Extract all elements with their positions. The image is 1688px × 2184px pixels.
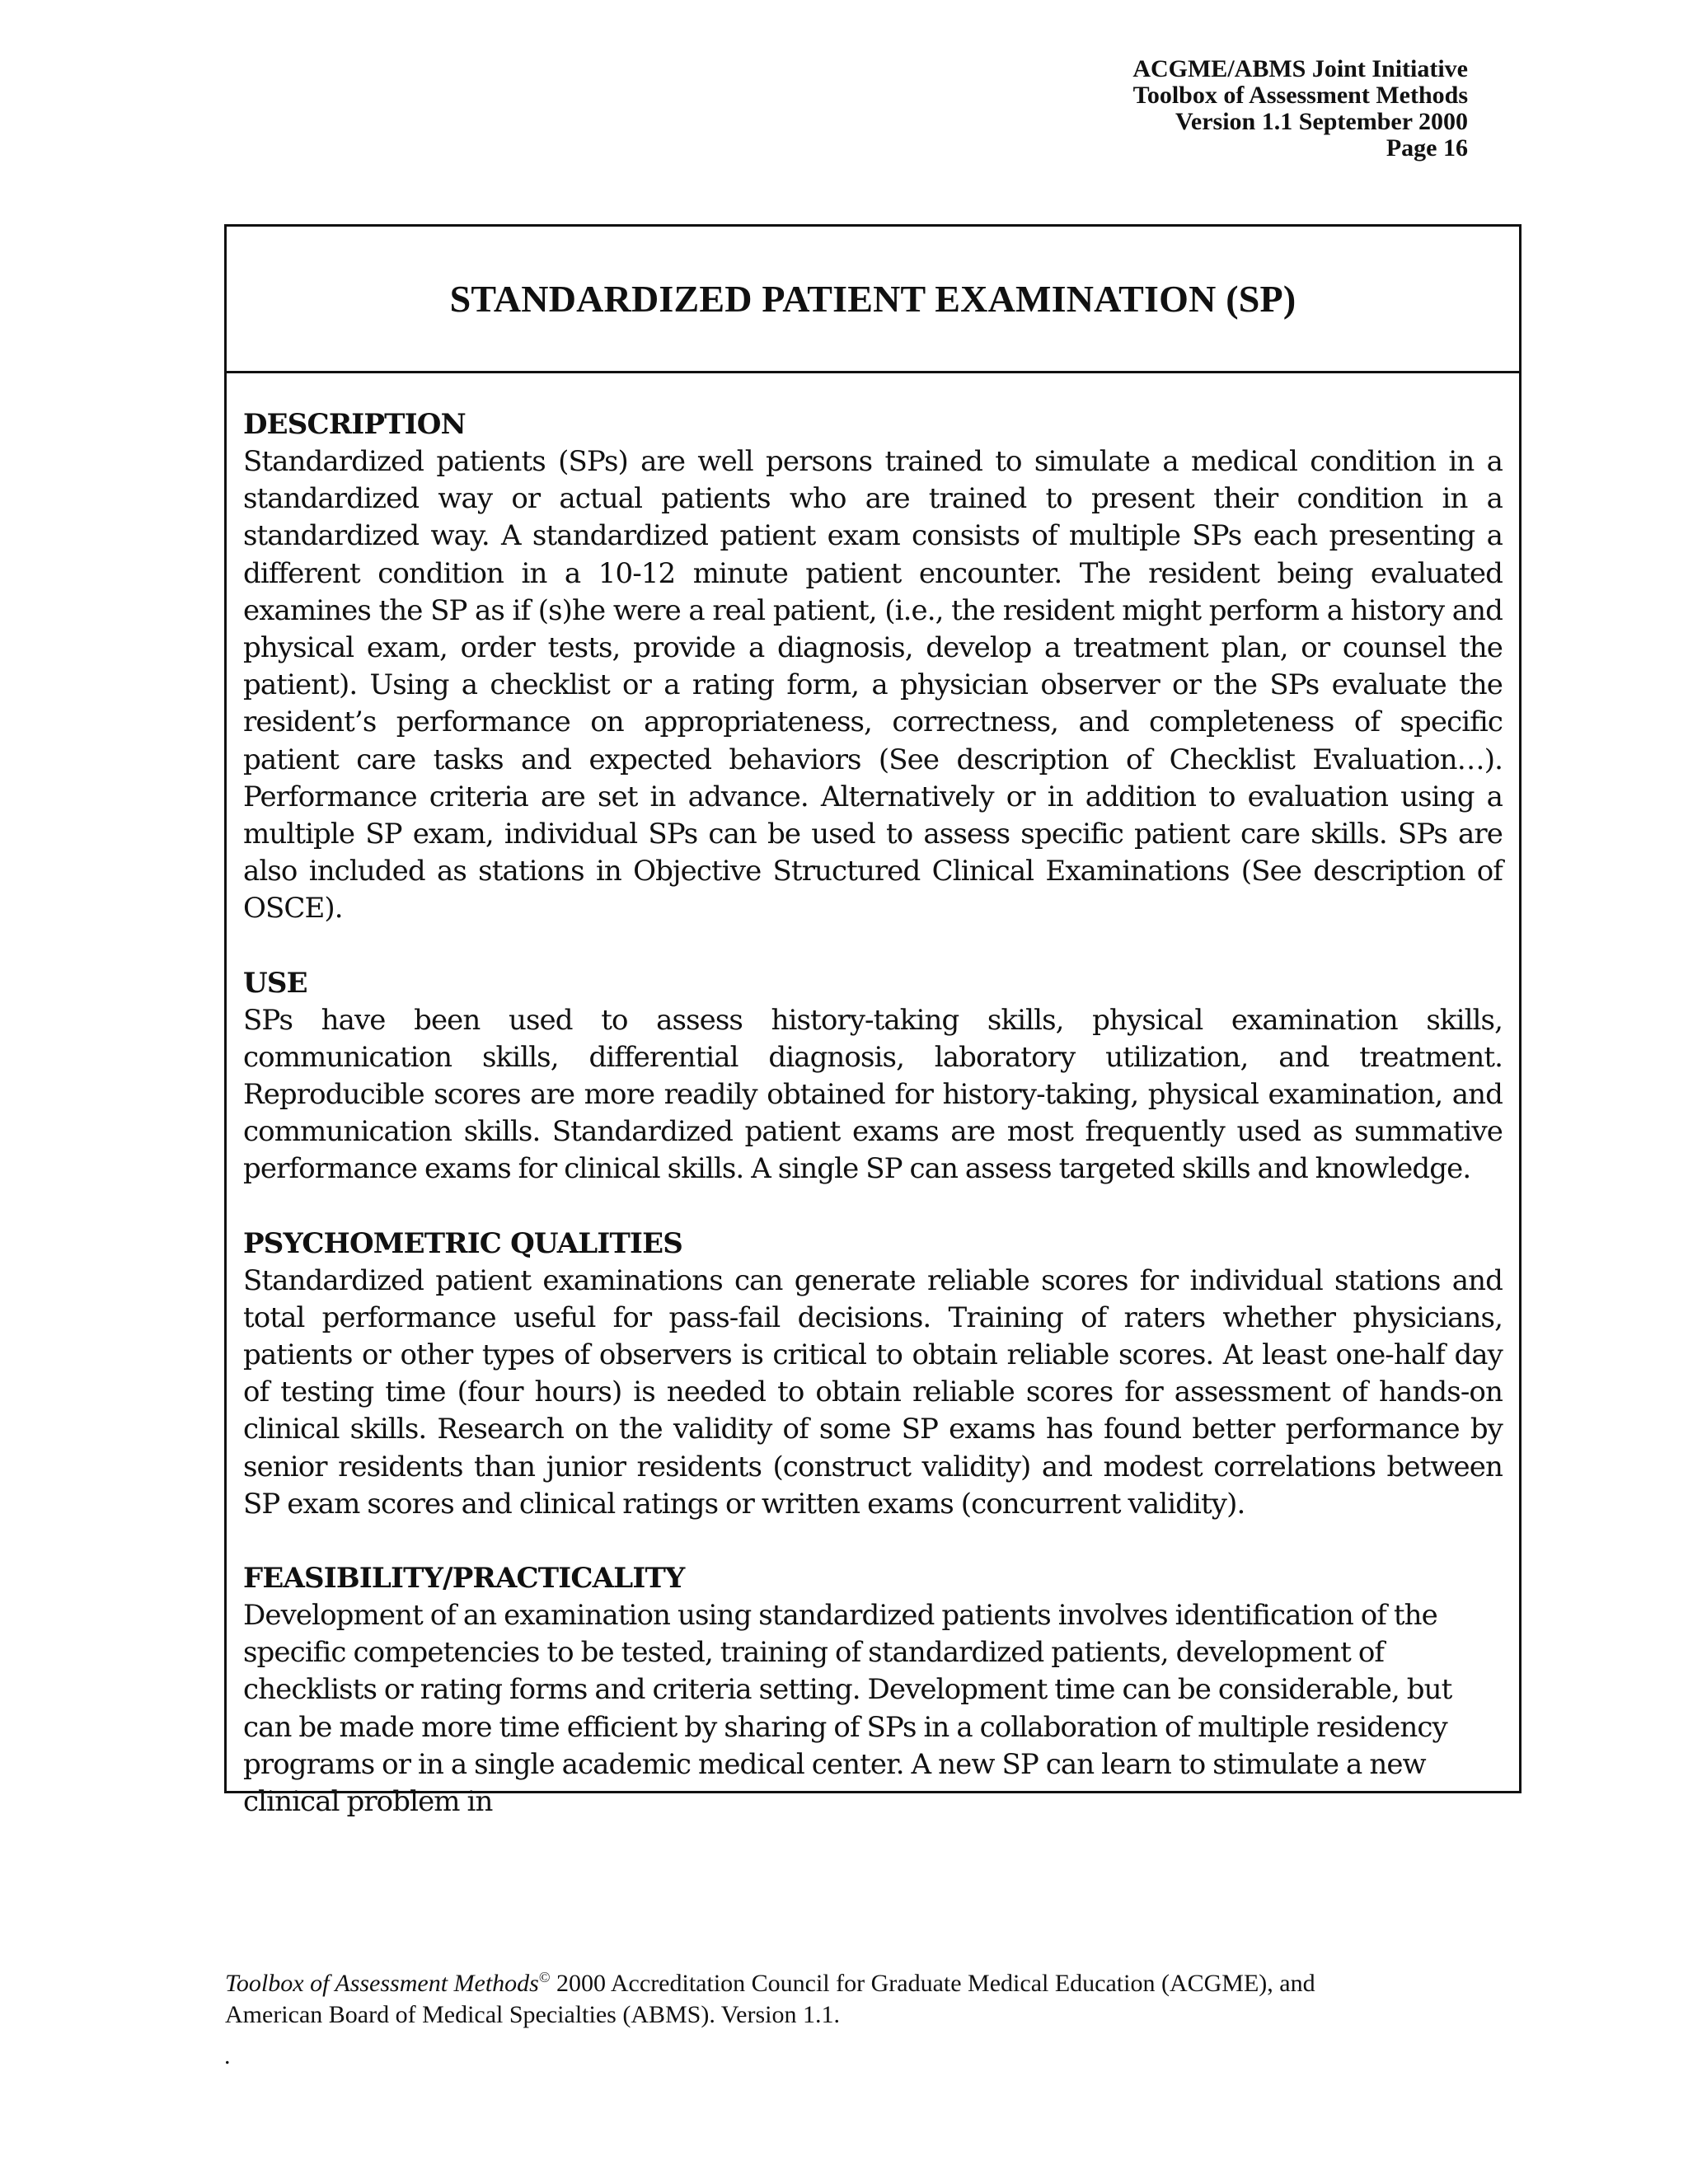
section-text: Standardized patient examinations can generate reliable scores for individual stations and total performance useful for pass-fail decisions. Training of raters whether physicians, patients or other types of observers is critical to obtain reliable scores. At least one-half day of testing time (four hours) is needed to obtain reliable scores for assessment of hands-on clinical skills. Research on the validity of some SP exams has found better performance by senior residents than junior residents (construct validity) and modest correlations between SP exam scores and clinical ratings or written exams (concurrent validity). xyxy=(243,1263,1503,1521)
page-title: STANDARDIZED PATIENT EXAMINATION (SP) xyxy=(449,278,1296,320)
section-heading: DESCRIPTION xyxy=(243,408,466,441)
footer-line-2: American Board of Medical Specialties (ABMS). Version 1.1. xyxy=(225,2001,840,2028)
content-body xyxy=(227,373,1519,1821)
section-heading: FEASIBILITY/PRACTICALITY xyxy=(243,1562,685,1596)
header-toolbox: Toolbox of Assessment Methods xyxy=(1132,82,1468,109)
section-text: SPs have been used to assess history-taking skills, physical examination skills, communication skills, differential diagnosis, laboratory utilization, and treatment. Reproducible scores are more readily obtained for history-taking, physical examination, and communication skills. Standardized patient exams are most frequently used as summative performance exams for clinical skills. A single SP can assess targeted skills and knowledge. xyxy=(243,1003,1503,1186)
copyright-symbol: © xyxy=(538,1969,551,1985)
footer-copyright-text: 2000 Accreditation Council for Graduate Medical Education (ACGME), and xyxy=(550,1970,1315,1997)
page-header xyxy=(1132,56,1468,162)
title-area xyxy=(227,227,1519,373)
section-description xyxy=(243,406,1503,928)
section-heading: USE xyxy=(243,966,307,1000)
section-psychometric-qualities xyxy=(243,1226,1503,1523)
section-use xyxy=(243,965,1503,1188)
content-box xyxy=(224,224,1522,1819)
footer-line-1 xyxy=(225,1968,1544,1999)
footer-dot: . xyxy=(224,2042,231,2069)
section-feasibility xyxy=(243,1560,1503,1821)
section-heading: PSYCHOMETRIC QUALITIES xyxy=(243,1226,682,1260)
header-initiative: ACGME/ABMS Joint Initiative xyxy=(1132,55,1468,82)
footer-toolbox-title: Toolbox of Assessment Methods xyxy=(225,1970,539,1997)
section-text: Standardized patients (SPs) are well persons trained to simulate a medical condition in a standardized way or actual patients who are trained to present their condition in a standardized way. A standardized patient exam consists of multiple SPs each presenting a different condition in a 10-12 minute patient encounter. The resident being evaluated examines the SP as if (s)he were a real patient, (i.e., the resident might perform a history and physical exam, order tests, provide a diagnosis, develop a treatment plan, or counsel the patient). Using a checklist or a rating form, a physician observer or the SPs evaluate the resident’s performance on appropriateness, correctness, and completeness of specific patient care tasks and expected behaviors (See description of Checklist Evaluation…). Performance criteria are set in advance. Alternatively or in addition to evaluation using a multiple SP exam, individual SPs can be used to assess specific patient care skills. SPs are also included as stations in Objective Structured Clinical Examinations (See description of OSCE). xyxy=(243,445,1503,926)
page-footer xyxy=(225,1968,1544,2031)
header-version: Version 1.1 September 2000 xyxy=(1175,108,1468,135)
section-text: Development of an examination using standardized patients involves identification of the specific competencies to be tested, training of standardized patients, development of checklists or rating forms and criteria setting. Development time can be considerable, but can be made more time efficient by sharing of SPs in a collaboration of multiple residency programs or in a single academic medical center. A new SP can learn to stimulate a new clinical problem in xyxy=(243,1599,1452,1819)
header-page-number: Page 16 xyxy=(1386,134,1468,162)
